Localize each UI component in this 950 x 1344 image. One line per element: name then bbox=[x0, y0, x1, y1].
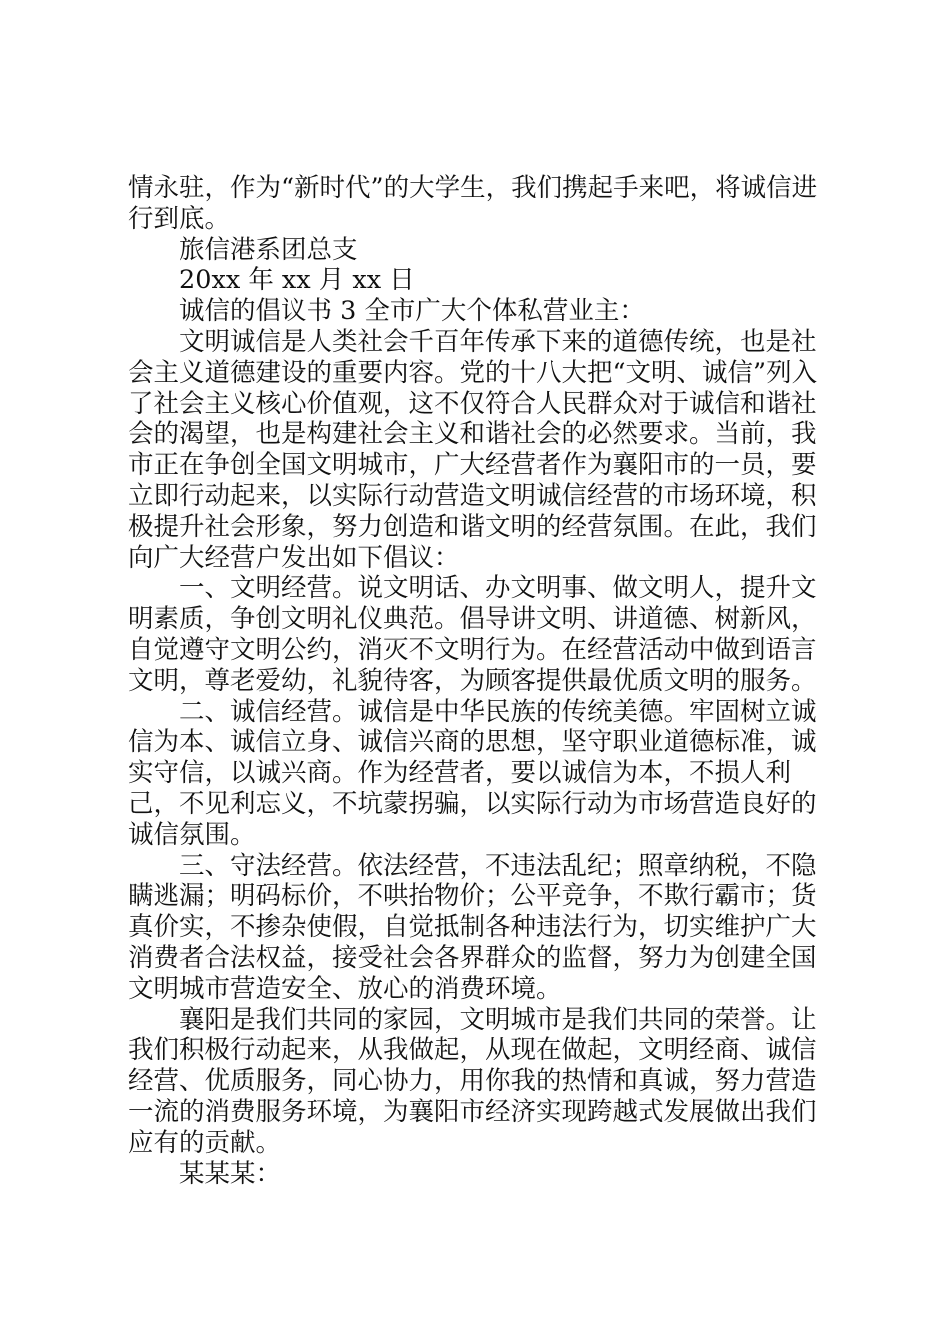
paragraph-closing-call: 襄阳是我们共同的家园，文明城市是我们共同的荣誉。让我们积极行动起来，从我做起，从现在做起，文明经商、诚信经营、优质服务，同心协力，用你我的热情和真诚，努力营造一流的消费服务环境，为襄阳市经济实现跨越式发展做出我们应有的贡献。 bbox=[128, 1004, 817, 1158]
paragraph-lawful-business: 三、守法经营。依法经营，不违法乱纪；照章纳税，不隐瞒逃漏；明码标价，不哄抬物价；公平竞争，不欺行霸市；货真价实，不掺杂使假，自觉抵制各种违法行为，切实维护广大消费者合法权益，接受社会各界群众的监督，努力为创建全国文明城市营造安全、放心的消费环境。 bbox=[128, 850, 817, 1004]
closing-signature: 某某某： bbox=[179, 1158, 282, 1189]
document-body bbox=[128, 173, 832, 1189]
paragraph-civilized-business: 一、文明经营。说文明话、办文明事、做文明人，提升文明素质，争创文明礼仪典范。倡导讲文明、讲道德、树新风，自觉遵守文明公约，消灭不文明行为。在经营活动中做到语言文明，尊老爱幼，礼貌待客，为顾客提供最优质文明的服务。 bbox=[128, 573, 817, 696]
signature-date: 20xx 年 xx 月 xx 日 bbox=[179, 265, 415, 296]
paragraph-honest-business: 二、诚信经营。诚信是中华民族的传统美德。牢固树立诚信为本、诚信立身、诚信兴商的思想，坚守职业道德标准，诚实守信，以诚兴商。作为经营者，要以诚信为本，不损人利己，不见利忘义，不坑蒙拐骗，以实际行动为市场营造良好的诚信氛围。 bbox=[128, 696, 817, 850]
signature-organization: 旅信港系团总支 bbox=[179, 234, 358, 265]
document-title-line: 诚信的倡议书 3 全市广大个体私营业主： bbox=[179, 296, 645, 327]
opening-paragraph: 情永驻，作为“新时代”的大学生，我们携起手来吧，将诚信进行到底。 bbox=[128, 173, 818, 234]
paragraph-intro: 文明诚信是人类社会千百年传承下来的道德传统，也是社会主义道德建设的重要内容。党的十八大把“文明、诚信”列入了社会主义核心价值观，这不仅符合人民群众对于诚信和谐社会的渴望，也是构建社会主义和谐社会的必然要求。当前，我市正在争创全国文明城市，广大经营者作为襄阳市的一员，要立即行动起来，以实际行动营造文明诚信经营的市场环境，积极提升社会形象，努力创造和谐文明的经营氛围。在此，我们向广大经营户发出如下倡议： bbox=[128, 326, 818, 573]
